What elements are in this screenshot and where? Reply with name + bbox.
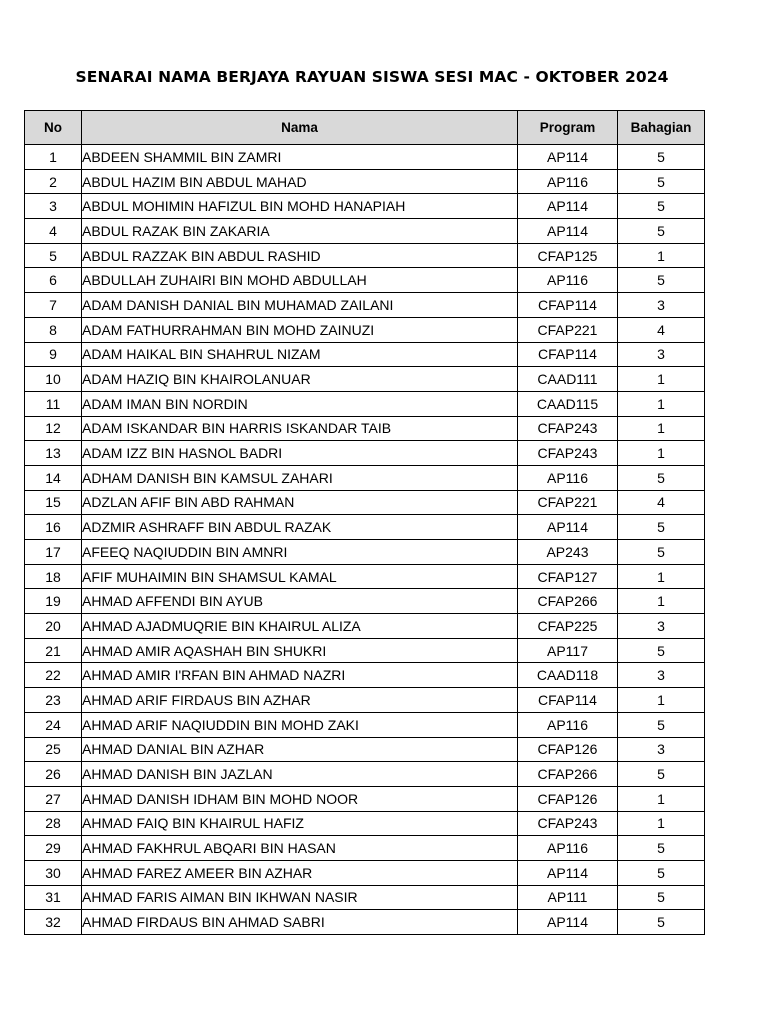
bahagian-value: 3 bbox=[618, 293, 705, 318]
student-name: ABDUL RAZZAK BIN ABDUL RASHID bbox=[82, 243, 518, 268]
table-row bbox=[25, 688, 705, 713]
program-code: AP114 bbox=[518, 219, 618, 244]
student-name: AFIF MUHAIMIN BIN SHAMSUL KAMAL bbox=[82, 564, 518, 589]
student-name: AHMAD FARIS AIMAN BIN IKHWAN NASIR bbox=[82, 885, 518, 910]
table-row bbox=[25, 416, 705, 441]
program-code: CFAP266 bbox=[518, 589, 618, 614]
row-number: 7 bbox=[25, 293, 82, 318]
student-name: ADZLAN AFIF BIN ABD RAHMAN bbox=[82, 490, 518, 515]
student-name: AHMAD AJADMUQRIE BIN KHAIRUL ALIZA bbox=[82, 614, 518, 639]
program-code: CFAP225 bbox=[518, 614, 618, 639]
row-number: 16 bbox=[25, 515, 82, 540]
program-code: CFAP221 bbox=[518, 490, 618, 515]
bahagian-value: 3 bbox=[618, 663, 705, 688]
program-code: AP243 bbox=[518, 540, 618, 565]
header-row bbox=[25, 111, 705, 145]
row-number: 2 bbox=[25, 169, 82, 194]
student-name: ADZMIR ASHRAFF BIN ABDUL RAZAK bbox=[82, 515, 518, 540]
table-row bbox=[25, 860, 705, 885]
table-row bbox=[25, 243, 705, 268]
student-name: AHMAD DANIAL BIN AZHAR bbox=[82, 737, 518, 762]
program-code: AP116 bbox=[518, 268, 618, 293]
table-body bbox=[25, 145, 705, 935]
bahagian-value: 5 bbox=[618, 712, 705, 737]
program-code: AP116 bbox=[518, 836, 618, 861]
program-code: AP114 bbox=[518, 910, 618, 935]
bahagian-value: 1 bbox=[618, 243, 705, 268]
student-name: AHMAD FAIQ BIN KHAIRUL HAFIZ bbox=[82, 811, 518, 836]
student-name: AHMAD AMIR AQASHAH BIN SHUKRI bbox=[82, 638, 518, 663]
student-name: ABDULLAH ZUHAIRI BIN MOHD ABDULLAH bbox=[82, 268, 518, 293]
bahagian-value: 1 bbox=[618, 811, 705, 836]
bahagian-value: 5 bbox=[618, 219, 705, 244]
bahagian-value: 1 bbox=[618, 391, 705, 416]
bahagian-value: 1 bbox=[618, 564, 705, 589]
bahagian-value: 1 bbox=[618, 367, 705, 392]
student-name: AHMAD FIRDAUS BIN AHMAD SABRI bbox=[82, 910, 518, 935]
row-number: 21 bbox=[25, 638, 82, 663]
table-row bbox=[25, 441, 705, 466]
bahagian-value: 4 bbox=[618, 490, 705, 515]
student-name: ABDEEN SHAMMIL BIN ZAMRI bbox=[82, 145, 518, 170]
student-name: AHMAD ARIF FIRDAUS BIN AZHAR bbox=[82, 688, 518, 713]
table-row bbox=[25, 515, 705, 540]
bahagian-value: 5 bbox=[618, 762, 705, 787]
row-number: 17 bbox=[25, 540, 82, 565]
table-row bbox=[25, 638, 705, 663]
column-header-program: Program bbox=[518, 111, 618, 145]
program-code: AP116 bbox=[518, 712, 618, 737]
program-code: CFAP243 bbox=[518, 441, 618, 466]
bahagian-value: 1 bbox=[618, 786, 705, 811]
table-row bbox=[25, 663, 705, 688]
student-name: ABDUL HAZIM BIN ABDUL MAHAD bbox=[82, 169, 518, 194]
table-row bbox=[25, 762, 705, 787]
table-row bbox=[25, 540, 705, 565]
row-number: 31 bbox=[25, 885, 82, 910]
bahagian-value: 5 bbox=[618, 910, 705, 935]
table-row bbox=[25, 786, 705, 811]
student-name: AHMAD FAKHRUL ABQARI BIN HASAN bbox=[82, 836, 518, 861]
table-row bbox=[25, 885, 705, 910]
program-code: AP114 bbox=[518, 194, 618, 219]
student-name: ADAM IZZ BIN HASNOL BADRI bbox=[82, 441, 518, 466]
table-row bbox=[25, 219, 705, 244]
bahagian-value: 1 bbox=[618, 688, 705, 713]
student-name: ABDUL MOHIMIN HAFIZUL BIN MOHD HANAPIAH bbox=[82, 194, 518, 219]
row-number: 5 bbox=[25, 243, 82, 268]
table-row bbox=[25, 614, 705, 639]
program-code: AP114 bbox=[518, 860, 618, 885]
row-number: 28 bbox=[25, 811, 82, 836]
program-code: AP111 bbox=[518, 885, 618, 910]
table-row bbox=[25, 145, 705, 170]
bahagian-value: 4 bbox=[618, 317, 705, 342]
student-name: AHMAD DANISH IDHAM BIN MOHD NOOR bbox=[82, 786, 518, 811]
program-code: AP116 bbox=[518, 465, 618, 490]
table-row bbox=[25, 589, 705, 614]
row-number: 11 bbox=[25, 391, 82, 416]
row-number: 9 bbox=[25, 342, 82, 367]
bahagian-value: 5 bbox=[618, 540, 705, 565]
program-code: CFAP243 bbox=[518, 811, 618, 836]
student-name: ADAM FATHURRAHMAN BIN MOHD ZAINUZI bbox=[82, 317, 518, 342]
bahagian-value: 5 bbox=[618, 638, 705, 663]
student-name: ADAM HAIKAL BIN SHAHRUL NIZAM bbox=[82, 342, 518, 367]
row-number: 25 bbox=[25, 737, 82, 762]
student-name: AHMAD DANISH BIN JAZLAN bbox=[82, 762, 518, 787]
program-code: AP117 bbox=[518, 638, 618, 663]
row-number: 12 bbox=[25, 416, 82, 441]
program-code: CFAP126 bbox=[518, 786, 618, 811]
row-number: 32 bbox=[25, 910, 82, 935]
student-name: ADAM ISKANDAR BIN HARRIS ISKANDAR TAIB bbox=[82, 416, 518, 441]
row-number: 8 bbox=[25, 317, 82, 342]
student-name: ADAM IMAN BIN NORDIN bbox=[82, 391, 518, 416]
program-code: CFAP114 bbox=[518, 688, 618, 713]
bahagian-value: 3 bbox=[618, 737, 705, 762]
table-row bbox=[25, 367, 705, 392]
student-name: AHMAD FAREZ AMEER BIN AZHAR bbox=[82, 860, 518, 885]
row-number: 4 bbox=[25, 219, 82, 244]
program-code: CFAP127 bbox=[518, 564, 618, 589]
student-name: ADAM HAZIQ BIN KHAIROLANUAR bbox=[82, 367, 518, 392]
row-number: 13 bbox=[25, 441, 82, 466]
program-code: AP114 bbox=[518, 515, 618, 540]
column-header-no: No bbox=[25, 111, 82, 145]
table-row bbox=[25, 811, 705, 836]
table-row bbox=[25, 317, 705, 342]
student-name: AHMAD AFFENDI BIN AYUB bbox=[82, 589, 518, 614]
table-row bbox=[25, 194, 705, 219]
table-row bbox=[25, 490, 705, 515]
row-number: 22 bbox=[25, 663, 82, 688]
table-row bbox=[25, 391, 705, 416]
row-number: 23 bbox=[25, 688, 82, 713]
student-name: AHMAD AMIR I'RFAN BIN AHMAD NAZRI bbox=[82, 663, 518, 688]
row-number: 27 bbox=[25, 786, 82, 811]
bahagian-value: 1 bbox=[618, 416, 705, 441]
bahagian-value: 5 bbox=[618, 465, 705, 490]
program-code: CFAP221 bbox=[518, 317, 618, 342]
program-code: CAAD118 bbox=[518, 663, 618, 688]
bahagian-value: 5 bbox=[618, 194, 705, 219]
program-code: CAAD111 bbox=[518, 367, 618, 392]
program-code: CFAP243 bbox=[518, 416, 618, 441]
row-number: 19 bbox=[25, 589, 82, 614]
table-row bbox=[25, 169, 705, 194]
bahagian-value: 5 bbox=[618, 885, 705, 910]
bahagian-value: 5 bbox=[618, 268, 705, 293]
bahagian-value: 5 bbox=[618, 145, 705, 170]
program-code: CFAP126 bbox=[518, 737, 618, 762]
column-header-bahagian: Bahagian bbox=[618, 111, 705, 145]
student-name: ADAM DANISH DANIAL BIN MUHAMAD ZAILANI bbox=[82, 293, 518, 318]
bahagian-value: 5 bbox=[618, 836, 705, 861]
program-code: AP116 bbox=[518, 169, 618, 194]
student-name: AFEEQ NAQIUDDIN BIN AMNRI bbox=[82, 540, 518, 565]
row-number: 26 bbox=[25, 762, 82, 787]
row-number: 6 bbox=[25, 268, 82, 293]
bahagian-value: 5 bbox=[618, 860, 705, 885]
student-list-table bbox=[24, 110, 705, 935]
row-number: 20 bbox=[25, 614, 82, 639]
student-name: AHMAD ARIF NAQIUDDIN BIN MOHD ZAKI bbox=[82, 712, 518, 737]
program-code: CFAP114 bbox=[518, 342, 618, 367]
table-row bbox=[25, 465, 705, 490]
program-code: AP114 bbox=[518, 145, 618, 170]
page-title: SENARAI NAMA BERJAYA RAYUAN SISWA SESI MAC - OKTOBER 2024 bbox=[75, 68, 669, 86]
row-number: 24 bbox=[25, 712, 82, 737]
row-number: 3 bbox=[25, 194, 82, 219]
table-row bbox=[25, 910, 705, 935]
table-row bbox=[25, 737, 705, 762]
student-name: ABDUL RAZAK BIN ZAKARIA bbox=[82, 219, 518, 244]
program-code: CFAP125 bbox=[518, 243, 618, 268]
bahagian-value: 1 bbox=[618, 589, 705, 614]
row-number: 18 bbox=[25, 564, 82, 589]
table-row bbox=[25, 293, 705, 318]
program-code: CFAP266 bbox=[518, 762, 618, 787]
row-number: 29 bbox=[25, 836, 82, 861]
table-row bbox=[25, 712, 705, 737]
table-row bbox=[25, 836, 705, 861]
row-number: 14 bbox=[25, 465, 82, 490]
program-code: CFAP114 bbox=[518, 293, 618, 318]
table-row bbox=[25, 564, 705, 589]
table-header bbox=[25, 111, 705, 145]
program-code: CAAD115 bbox=[518, 391, 618, 416]
row-number: 10 bbox=[25, 367, 82, 392]
student-name: ADHAM DANISH BIN KAMSUL ZAHARI bbox=[82, 465, 518, 490]
bahagian-value: 3 bbox=[618, 614, 705, 639]
bahagian-value: 1 bbox=[618, 441, 705, 466]
table-row bbox=[25, 342, 705, 367]
row-number: 1 bbox=[25, 145, 82, 170]
table-row bbox=[25, 268, 705, 293]
column-header-nama: Nama bbox=[82, 111, 518, 145]
row-number: 15 bbox=[25, 490, 82, 515]
bahagian-value: 5 bbox=[618, 515, 705, 540]
bahagian-value: 3 bbox=[618, 342, 705, 367]
row-number: 30 bbox=[25, 860, 82, 885]
bahagian-value: 5 bbox=[618, 169, 705, 194]
